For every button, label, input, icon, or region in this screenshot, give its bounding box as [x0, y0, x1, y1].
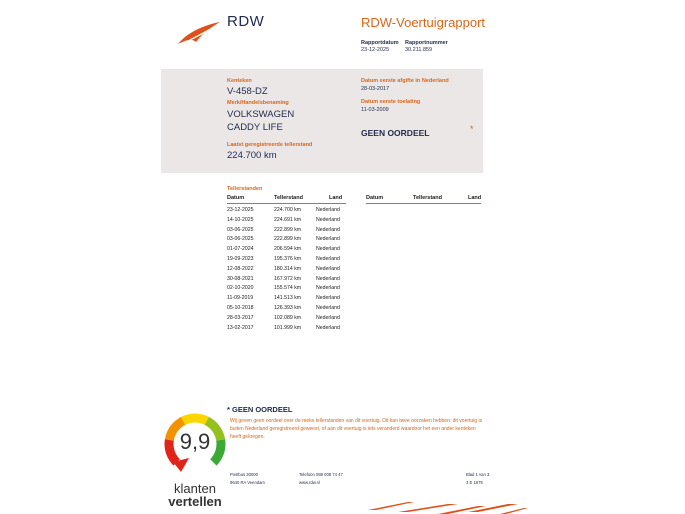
table-cell: 05-10-2018	[227, 305, 254, 311]
table-cell: 03-06-2025	[227, 236, 254, 243]
table-cell: 222.899 km	[274, 236, 302, 243]
rating-ring-segment	[183, 418, 207, 421]
footer-phone: Telefoon 088 008 74 47	[299, 472, 343, 477]
model-value: CADDY LIFE	[227, 122, 283, 133]
col-date-header: Datum	[227, 195, 245, 201]
nl-cert-value: 28-03-2017	[361, 86, 390, 92]
table-cell: Nederland	[316, 236, 340, 243]
table-cell: Nederland	[316, 295, 340, 302]
odometer-label: Laatst geregistreerde tellerstand	[227, 142, 313, 148]
table-cell: 206.594 km	[274, 246, 302, 253]
table-cell: Nederland	[316, 207, 340, 213]
table-cell: 224.691 km	[274, 216, 302, 223]
col2-odometer-header: Tellerstand	[413, 195, 442, 201]
table2-header-rule	[366, 203, 481, 204]
make-value: VOLKSWAGEN	[227, 109, 295, 120]
table-cell: Nederland	[316, 305, 340, 311]
rating-score: 9,9	[179, 429, 211, 454]
footnote-title: * GEEN OORDEEL	[227, 405, 293, 414]
verdict-text: GEEN OORDEEL	[361, 128, 430, 138]
table-cell: 11-09-2019	[227, 295, 254, 302]
table-header-rule	[227, 203, 346, 204]
table-cell: 101.999 km	[274, 324, 302, 331]
table-cell: Nederland	[316, 256, 340, 262]
col-odometer-header: Tellerstand	[274, 195, 303, 201]
widget-word-klanten: klanten	[174, 481, 216, 496]
footer-web: www.rdw.nl	[299, 480, 320, 485]
table-cell: Nederland	[316, 265, 340, 272]
col2-date-header: Datum	[366, 195, 384, 201]
odometer-value: 224.700 km	[227, 150, 277, 161]
table-cell: 224.700 km	[274, 207, 302, 213]
table-cell: Nederland	[316, 246, 340, 253]
report-number-label: Rapportnummer	[405, 40, 448, 46]
table-cell: Nederland	[316, 324, 340, 331]
table-cell: Nederland	[316, 285, 340, 292]
footer-address-2: 9640 RA Veendam	[230, 480, 265, 485]
table-cell: 102.089 km	[274, 314, 302, 321]
footer-code: 3 E 1679	[466, 480, 483, 485]
table-cell: Nederland	[316, 216, 340, 223]
table-cell: 167.972 km	[274, 275, 302, 282]
footer-address-1: Postbus 30000	[230, 472, 258, 477]
vehicle-summary-panel	[161, 69, 483, 173]
make-label: Merk/Handelsbenaming	[227, 100, 289, 106]
table-cell: 23-12-2025	[227, 207, 254, 213]
table-cell: 14-10-2025	[227, 216, 254, 223]
col2-country-header: Land	[468, 195, 482, 201]
table-cell: 126.393 km	[274, 305, 302, 311]
table-cell: 30-08-2021	[227, 275, 254, 282]
table-cell: 180.314 km	[274, 265, 302, 272]
odometer-table-title: Tellerstanden	[227, 186, 263, 192]
widget-word-vertellen: vertellen	[168, 494, 222, 509]
footer-page: Blad 1 van 3	[466, 472, 490, 477]
org-name: RDW	[227, 13, 265, 30]
table-cell: 02-10-2020	[227, 285, 254, 292]
first-admission-label: Datum eerste toelating	[361, 99, 421, 105]
col-country-header: Land	[329, 195, 343, 201]
plate-label: Kenteken	[227, 78, 252, 84]
report-title: RDW-Voertuigrapport	[361, 15, 486, 30]
table-cell: 155.574 km	[274, 285, 302, 292]
table-cell: 222.899 km	[274, 226, 302, 233]
table-cell: 195.376 km	[274, 256, 302, 262]
table-cell: Nederland	[316, 275, 340, 282]
table-cell: Nederland	[316, 314, 340, 321]
table-cell: 12-08-2022	[227, 265, 254, 272]
report-date-label: Rapportdatum	[361, 40, 399, 46]
report-number-value: 30.211.859	[405, 47, 433, 53]
first-admission-value: 11-03-2009	[361, 107, 389, 113]
table-cell: 141.513 km	[274, 295, 302, 302]
table-cell: 03-06-2025	[227, 226, 254, 233]
rdw-logo-icon	[176, 20, 222, 46]
verdict-marker: *	[470, 124, 474, 134]
table-cell: 28-03-2017	[227, 314, 254, 321]
plate-value: V-458-DZ	[227, 86, 268, 97]
table-cell: 01-07-2024	[227, 246, 254, 253]
report-date-value: 23-12-2025	[361, 47, 390, 53]
footnote-text: Wij geven geen oordeel over de reeks tellerstanden van dit voertuig. Dit kan twee oorzaken hebben: dit voertuig is buiten Nederland geregistreerd geweest, of aan dit voertuig is iets veranderd waardoor het een ander kenteken heeft gekregen.	[230, 418, 483, 440]
table-cell: 19-09-2023	[227, 256, 254, 262]
nl-cert-label: Datum eerste afgifte in Nederland	[361, 78, 449, 84]
table-cell: Nederland	[316, 226, 340, 233]
footer-stripes-icon	[368, 500, 528, 514]
table-cell: 13-02-2017	[227, 324, 254, 331]
